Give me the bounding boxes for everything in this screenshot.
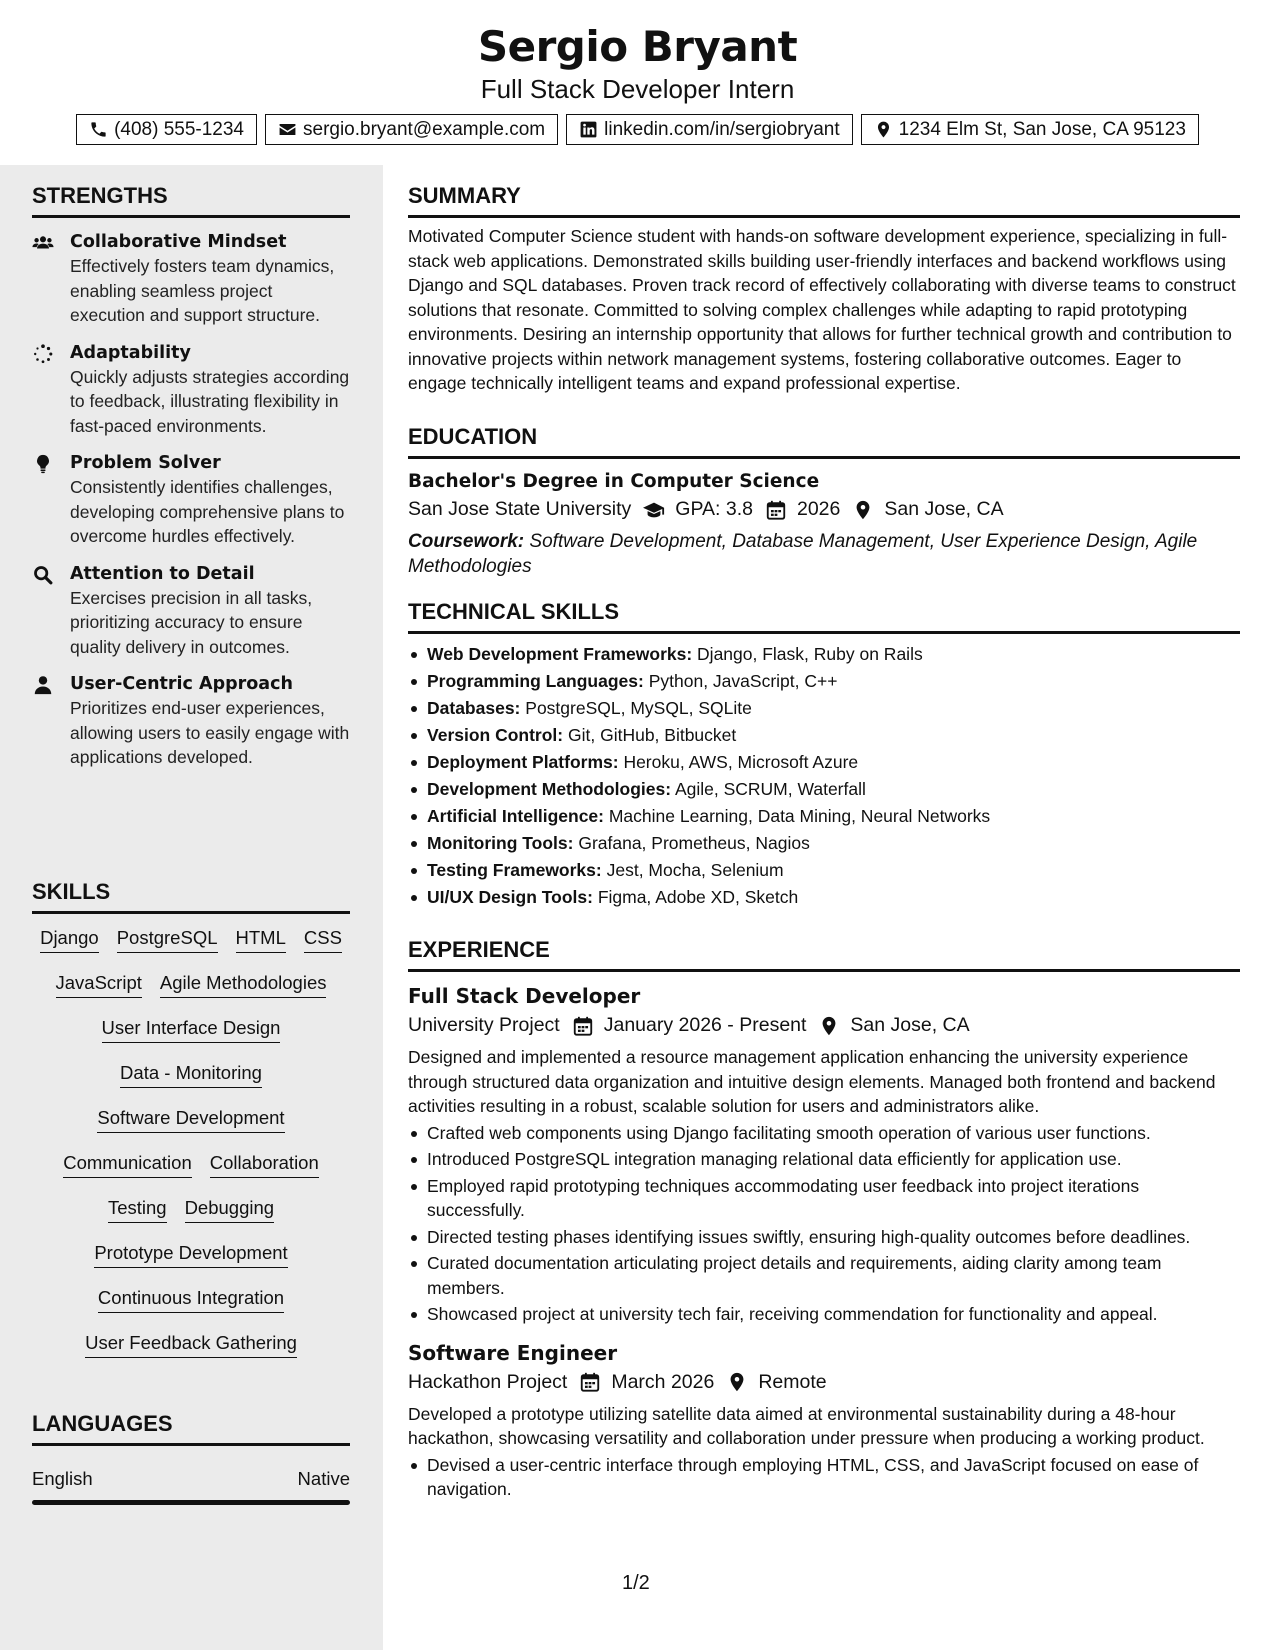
skills-list [32, 926, 350, 1358]
job-bullet: Employed rapid prototyping techniques accommodating user feedback into project iterations successfully. [408, 1174, 1240, 1223]
experience-heading: EXPERIENCE [408, 937, 1240, 972]
skill-chip: JavaScript [56, 971, 142, 998]
job-dates: January 2026 - Present [603, 1014, 807, 1036]
strength-desc: Effectively fosters team dynamics, enabling seamless project execution and support structure. [70, 256, 335, 325]
strength-desc: Quickly adjusts strategies according to feedback, illustrating flexibility in fast-paced environments. [70, 366, 350, 436]
strength-item [32, 672, 350, 770]
degree-title: Bachelor's Degree in Computer Science [408, 471, 820, 492]
contact-linkedin[interactable] [566, 114, 853, 145]
skill-chip: Data - Monitoring [120, 1061, 262, 1088]
contact-email[interactable] [265, 114, 558, 145]
language-name: English [32, 1468, 93, 1489]
tech-skill-value: PostgreSQL, MySQL, SQLite [525, 698, 752, 718]
skill-chip: Prototype Development [94, 1241, 287, 1268]
language-row [32, 1468, 350, 1490]
job-entry [408, 1341, 1240, 1502]
strengths-section [32, 183, 350, 783]
email-text: sergio.bryant@example.com [303, 118, 546, 140]
languages-heading: LANGUAGES [32, 1411, 350, 1446]
strength-title: Adaptability [70, 342, 191, 363]
job-bullet: Directed testing phases identifying issues swiftly, ensuring high-quality outcomes before deadlines. [408, 1225, 1240, 1250]
job-bullet: Crafted web components using Django facilitating smooth operation of various user functions. [408, 1121, 1240, 1146]
address-text: 1234 Elm St, San Jose, CA 95123 [898, 118, 1186, 140]
strength-desc: Prioritizes end-user experiences, allowing users to easily engage with applications developed. [70, 698, 350, 767]
skill-chip: CSS [304, 926, 342, 953]
education-meta [408, 498, 1240, 521]
tech-skill-item [408, 641, 1240, 668]
spinner-icon [32, 343, 54, 365]
coursework-list: Software Development, Database Management, User Experience Design, Agile Methodologies [408, 531, 1198, 577]
calendar-icon [572, 1015, 594, 1037]
phone-icon [89, 120, 108, 139]
linkedin-text: linkedin.com/in/sergiobryant [604, 118, 840, 140]
tech-skill-item [408, 803, 1240, 830]
education-location: San Jose, CA [884, 498, 1004, 520]
tech-skill-value: Heroku, AWS, Microsoft Azure [623, 752, 859, 772]
job-bullet: Curated documentation articulating project details and requirements, aiding clarity among team members. [408, 1251, 1240, 1300]
job-description: Developed a prototype utilizing satellite data aimed at environmental sustainability during a 48-hour hackathon, showcasing versatility and collaboration under pressure when producing a working product. [408, 1403, 1205, 1448]
graduation-cap-icon [643, 499, 665, 521]
education-section [408, 424, 1240, 579]
skill-chip: PostgreSQL [117, 926, 218, 953]
gpa: GPA: 3.8 [675, 498, 753, 520]
tech-skill-item [408, 884, 1240, 911]
tech-skill-item [408, 776, 1240, 803]
map-marker-icon [874, 120, 893, 139]
contact-bar [0, 114, 1275, 145]
contact-address[interactable] [861, 114, 1199, 145]
job-bullets [408, 1453, 1240, 1502]
job-org: University Project [408, 1014, 560, 1036]
candidate-name: Sergio Bryant [477, 22, 798, 71]
tech-skill-label: Version Control: [427, 725, 564, 745]
strength-item [32, 451, 350, 549]
linkedin-icon [579, 120, 598, 139]
summary-heading: SUMMARY [408, 183, 1240, 218]
coursework-label: Coursework: [408, 531, 525, 552]
tech-skill-label: Development Methodologies: [427, 779, 672, 799]
graduation-year: 2026 [796, 498, 841, 520]
calendar-icon [579, 1371, 601, 1393]
resume-header [0, 0, 1275, 165]
tech-skill-label: Testing Frameworks: [427, 860, 602, 880]
skills-section [32, 879, 350, 1358]
strength-desc: Consistently identifies challenges, developing comprehensive plans to overcome hurdles effectively. [70, 477, 345, 546]
tech-skill-label: Databases: [427, 698, 521, 718]
map-marker-icon [726, 1371, 748, 1393]
coursework [408, 529, 1240, 579]
calendar-icon [765, 499, 787, 521]
job-org: Hackathon Project [408, 1370, 568, 1393]
job-bullet: Devised a user-centric interface through employing HTML, CSS, and JavaScript focused on ease of navigation. [408, 1453, 1240, 1502]
tech-skill-item [408, 749, 1240, 776]
skill-chip: HTML [236, 926, 286, 953]
strength-item [32, 562, 350, 660]
tech-skill-value: Figma, Adobe XD, Sketch [597, 887, 799, 907]
tech-skill-label: Web Development Frameworks: [427, 644, 693, 664]
technical-skills-heading: TECHNICAL SKILLS [408, 599, 1240, 634]
summary-text: Motivated Computer Science student with hands-on software development experience, specializing in full-stack web applications. Demonstrated skills building user-friendly interfaces and backend workflows using Django and SQL databases. Proven track record of effectively collaborating with diverse teams to construct solutions that resonate. Committed to solving complex challenges while adapting to rapid prototyping environments. Desiring an internship opportunity that allows for further technical growth and contribution to innovative projects within network management systems, fostering collaborative outcomes. Eager to engage technically intelligent teams and expand professional expertise. [408, 226, 1236, 393]
job-location: Remote [758, 1370, 827, 1393]
skill-chip: Agile Methodologies [160, 971, 327, 998]
tech-skill-label: Artificial Intelligence: [427, 806, 604, 826]
job-title: Full Stack Developer [408, 984, 641, 1008]
school-name: San Jose State University [408, 498, 632, 520]
strength-item [32, 230, 350, 328]
strength-title: Attention to Detail [70, 563, 255, 584]
map-marker-icon [818, 1015, 840, 1037]
education-heading: EDUCATION [408, 424, 1240, 459]
tech-skill-label: Monitoring Tools: [427, 833, 574, 853]
skill-chip: Continuous Integration [98, 1286, 284, 1313]
job-location: San Jose, CA [850, 1014, 970, 1036]
strength-title: User-Centric Approach [70, 674, 293, 694]
candidate-title: Full Stack Developer Intern [480, 74, 795, 104]
tech-skill-value: Git, GitHub, Bitbucket [568, 725, 737, 745]
job-meta [408, 1371, 1240, 1394]
tech-skill-label: UI/UX Design Tools: [427, 887, 593, 907]
tech-skill-item [408, 722, 1240, 749]
user-icon [32, 674, 54, 696]
languages-section [32, 1411, 350, 1505]
strength-desc: Exercises precision in all tasks, prioritizing accuracy to ensure quality delivery in outcomes. [70, 587, 313, 657]
envelope-icon [278, 120, 297, 139]
search-icon [32, 564, 54, 586]
skill-chip: Software Development [97, 1106, 284, 1133]
tech-skill-item [408, 857, 1240, 884]
experience-section [408, 937, 1240, 1502]
job-dates: March 2026 [611, 1370, 715, 1393]
contact-phone[interactable] [76, 114, 257, 145]
language-level: Native [297, 1468, 350, 1489]
technical-skills-list [408, 641, 1240, 911]
language-proficiency-bar [32, 1500, 350, 1505]
tech-skill-value: Machine Learning, Data Mining, Neural Networks [608, 806, 991, 826]
tech-skill-value: Python, JavaScript, C++ [648, 671, 838, 691]
strength-title: Collaborative Mindset [70, 232, 287, 252]
map-marker-icon [852, 499, 874, 521]
technical-skills-section [408, 599, 1240, 911]
skill-chip: Testing [108, 1196, 167, 1223]
skill-chip: Django [40, 926, 99, 953]
strength-title: Problem Solver [70, 453, 221, 473]
tech-skill-item [408, 695, 1240, 722]
skill-chip: Communication [63, 1151, 192, 1178]
skills-heading: SKILLS [32, 879, 350, 914]
job-title: Software Engineer [408, 1340, 618, 1365]
sidebar [0, 165, 383, 1650]
users-icon [32, 232, 54, 254]
lightbulb-icon [32, 453, 54, 475]
tech-skill-label: Deployment Platforms: [427, 752, 619, 772]
skill-chip: Debugging [185, 1196, 275, 1223]
job-entry [408, 984, 1240, 1327]
tech-skill-value: Agile, SCRUM, Waterfall [674, 779, 866, 799]
page-number: 1/2 [622, 1572, 650, 1594]
strengths-heading: STRENGTHS [32, 183, 350, 218]
phone-text: (408) 555-1234 [114, 118, 244, 140]
job-bullets [408, 1121, 1240, 1327]
tech-skill-value: Jest, Mocha, Selenium [606, 860, 784, 880]
skill-chip: User Feedback Gathering [85, 1331, 297, 1358]
skill-chip: Collaboration [210, 1151, 319, 1178]
tech-skill-item [408, 668, 1240, 695]
skill-chip: User Interface Design [102, 1016, 281, 1043]
tech-skill-item [408, 830, 1240, 857]
tech-skill-label: Programming Languages: [427, 671, 644, 691]
tech-skill-value: Django, Flask, Ruby on Rails [697, 644, 923, 664]
job-description: Designed and implemented a resource management application enhancing the university experience through structured data organization and intuitive design elements. Managed both frontend and backend activities resulting in a robust, scalable solution for users and administrators alike. [408, 1047, 1216, 1116]
job-meta [408, 1014, 1240, 1037]
job-bullet: Showcased project at university tech fair, receiving commendation for functionality and appeal. [408, 1302, 1240, 1327]
strength-item [32, 341, 350, 439]
job-bullet: Introduced PostgreSQL integration managing relational data efficiently for application use. [408, 1147, 1240, 1172]
summary-section [408, 183, 1240, 396]
tech-skill-value: Grafana, Prometheus, Nagios [578, 833, 810, 853]
